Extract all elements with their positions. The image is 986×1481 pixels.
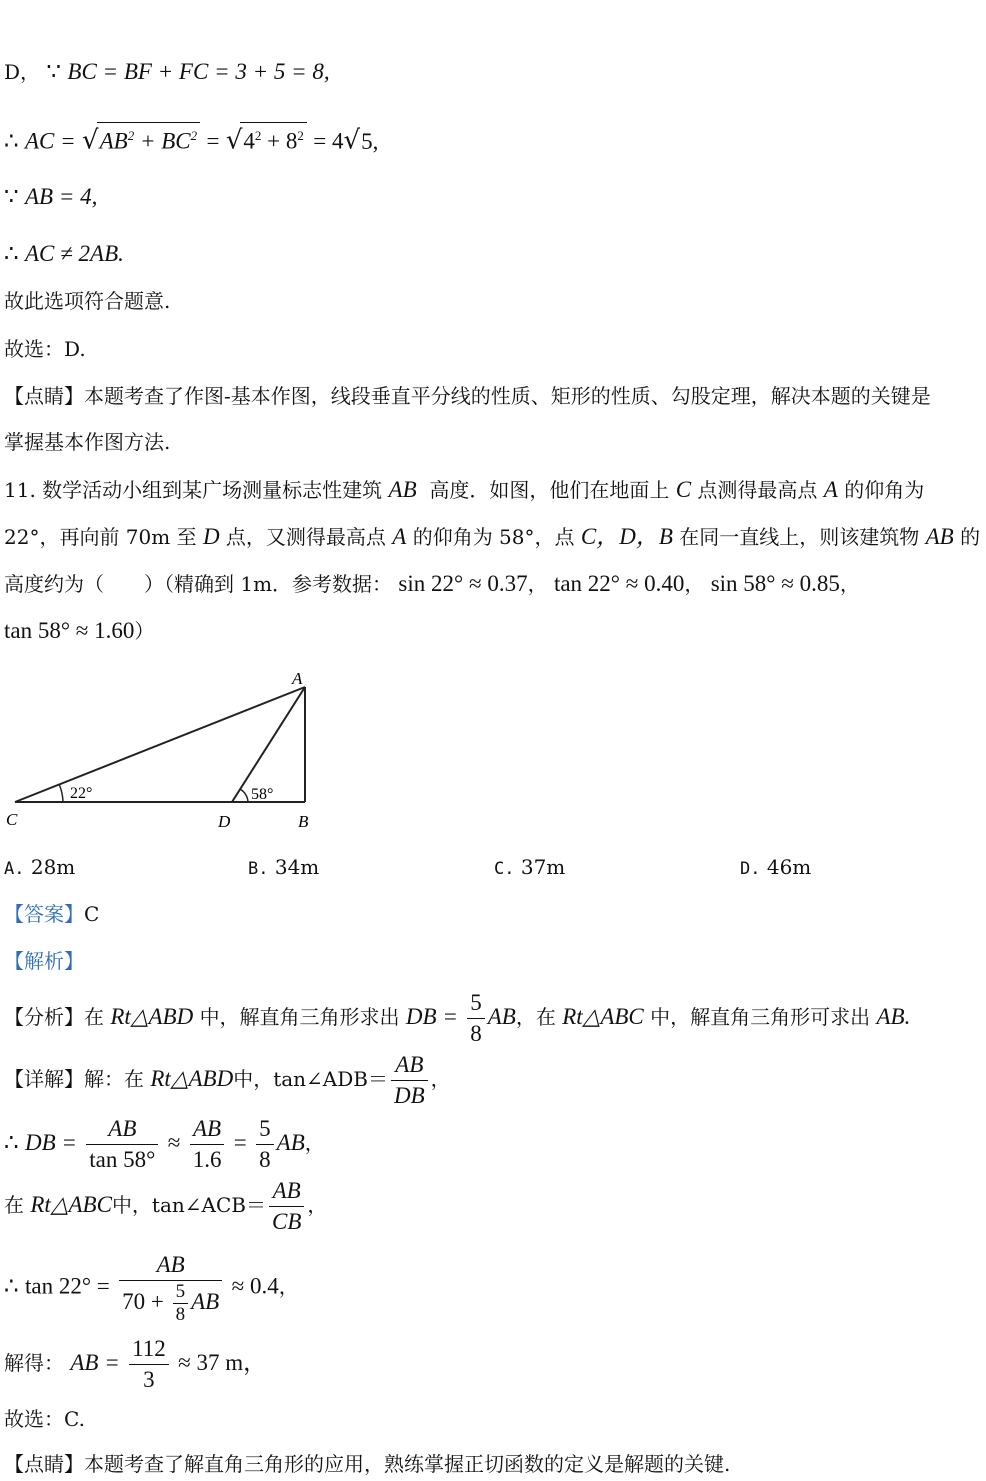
ref-sin58: sin 58° ≈ 0.85 xyxy=(710,571,840,596)
question-text: 高度．如图，他们在地面上 xyxy=(429,478,670,502)
detail-line-5 xyxy=(4,1334,266,1395)
square-sup: 2 xyxy=(190,128,198,143)
numerator: AB xyxy=(119,1250,222,1281)
prev-comment-2: 掌握基本作图方法. xyxy=(4,430,171,454)
db-equals: DB = xyxy=(405,1004,458,1029)
square-sup: 2 xyxy=(254,128,262,143)
approx-04: ≈ 0.4 xyxy=(231,1273,279,1299)
radicand-ab: AB xyxy=(99,128,128,154)
answer-value: C xyxy=(84,902,100,926)
ab-equals: AB = xyxy=(70,1350,120,1375)
denominator: CB xyxy=(271,1209,302,1234)
detail-line-3 xyxy=(4,1176,327,1237)
numerator: AB xyxy=(86,1114,158,1145)
equals-sign: = xyxy=(233,1130,247,1155)
numerator: 5 xyxy=(173,1281,189,1304)
detail-line-4 xyxy=(4,1250,299,1326)
question-line-1 xyxy=(4,476,924,504)
question-line-4 xyxy=(4,617,154,645)
separator: ， xyxy=(839,572,860,596)
fraction-5-8-small xyxy=(173,1281,189,1326)
answer-line xyxy=(4,900,99,928)
option-d[interactable] xyxy=(740,855,811,879)
analysis-text: 中，解直角三角形可求出 xyxy=(650,1005,871,1029)
numerator: AB xyxy=(190,1114,225,1145)
question-text: 的 xyxy=(960,525,981,549)
detail-text: 解得： xyxy=(4,1351,64,1375)
analysis-text: 在 xyxy=(84,1005,104,1029)
detail-line-2 xyxy=(4,1114,325,1175)
line-da xyxy=(232,687,305,802)
var-ab: AB. xyxy=(876,1004,911,1029)
var-cdb: C，D，B xyxy=(580,524,673,549)
equation-ac-lhs: AC = xyxy=(25,128,76,154)
question-text: 11. 数学活动小组到某广场测量标志性建筑 xyxy=(4,478,383,502)
close-paren: ） xyxy=(134,619,155,643)
ref-tan22: tan 22° ≈ 0.40 xyxy=(553,571,685,596)
denominator: DB xyxy=(393,1083,425,1108)
option-c[interactable] xyxy=(494,855,565,879)
denominator: 3 xyxy=(143,1367,155,1392)
denominator: 8 xyxy=(259,1147,271,1172)
prev-line-neq xyxy=(4,240,124,268)
option-label: A. xyxy=(4,859,25,879)
equation-bc: BC = BF + FC = 3 + 5 = 8, xyxy=(67,59,330,84)
therefore-symbol: ∴ xyxy=(4,1273,19,1299)
ref-sin22: sin 22° ≈ 0.37 xyxy=(398,571,528,596)
analysis-text: 中，解直角三角形求出 xyxy=(199,1005,400,1029)
comment-text: 本题考查了解直角三角形的应用，熟练掌握正切函数的定义是解题的关键. xyxy=(84,1452,731,1476)
separator: ， xyxy=(304,1131,325,1155)
separator: ， xyxy=(278,1274,299,1299)
var-ab: AB xyxy=(191,1288,220,1314)
detail-choose: 故选：C. xyxy=(4,1407,85,1431)
option-value: 34m xyxy=(274,855,320,879)
label-a: A xyxy=(292,669,303,688)
var-ab: AB xyxy=(925,524,954,549)
detail-text: 解：在 xyxy=(84,1067,144,1091)
db-equals: DB = xyxy=(25,1130,77,1155)
radicand-5: 5, xyxy=(361,128,379,154)
fraction-5-8 xyxy=(467,988,485,1049)
separator: ， xyxy=(527,572,548,596)
prev-line-ab xyxy=(4,183,97,211)
result-37m: ≈ 37 m， xyxy=(178,1350,267,1375)
sqrt-sign-icon: √ xyxy=(343,125,361,156)
radicand-bc: + BC xyxy=(139,128,191,154)
denominator-text: 70 + xyxy=(122,1288,164,1314)
ref-tan58: tan 58° ≈ 1.60 xyxy=(4,618,135,643)
sqrt-sign-icon: √ xyxy=(82,125,99,156)
prev-line-ac xyxy=(4,122,381,156)
triangle-abc: Rt△ABC xyxy=(30,1192,112,1217)
numerator: AB xyxy=(269,1176,304,1207)
since-symbol: ∵ xyxy=(4,184,19,209)
question-line-2 xyxy=(4,523,980,551)
answer-tag: 【答案】 xyxy=(4,902,84,926)
triangle-figure xyxy=(0,665,330,835)
option-b[interactable] xyxy=(248,855,319,879)
option-a[interactable] xyxy=(4,855,75,879)
question-text: 点，又测得最高点 xyxy=(225,525,386,549)
prev-conclusion: 故此选项符合题意. xyxy=(4,289,171,313)
equation-ac-result: = 4 xyxy=(313,128,344,154)
question-text: 的仰角为 xyxy=(844,478,925,502)
numerator: AB xyxy=(391,1050,428,1081)
therefore-symbol: ∴ xyxy=(4,241,19,266)
denominator-compound xyxy=(119,1281,222,1326)
angle-label-22: 22° xyxy=(70,785,93,802)
separator: ， xyxy=(684,572,705,596)
fraction-ab-db xyxy=(391,1050,428,1111)
var-ab: AB xyxy=(487,1004,516,1029)
radicand-numbers xyxy=(240,122,306,155)
denominator: 1.6 xyxy=(192,1147,222,1172)
square-sup: 2 xyxy=(127,128,135,143)
var-a: A xyxy=(823,477,838,502)
option-value: 46m xyxy=(766,855,812,879)
radicand-8: + 8 xyxy=(267,128,298,154)
option-d-label: D， xyxy=(4,60,41,84)
therefore-symbol: ∴ xyxy=(4,1130,19,1155)
triangle-abd: Rt△ABD xyxy=(150,1066,234,1091)
fraction-5-8 xyxy=(256,1114,274,1175)
fraction-112-3 xyxy=(129,1334,169,1395)
option-label: D. xyxy=(740,859,761,879)
option-value: 37m xyxy=(520,855,566,879)
var-a: A xyxy=(392,524,407,549)
equation-neq: AC ≠ 2AB. xyxy=(25,241,124,266)
label-d: D xyxy=(218,812,231,831)
analysis-text: ，在 xyxy=(515,1005,556,1029)
separator: ， xyxy=(430,1067,451,1091)
square-sup: 2 xyxy=(297,128,304,143)
therefore-symbol: ∴ xyxy=(4,128,19,154)
option-value: 28m xyxy=(30,855,76,879)
sqrt-sign-icon: √ xyxy=(225,125,243,156)
radicand-ab-bc xyxy=(97,122,201,155)
var-ab: AB xyxy=(276,1130,305,1155)
angle-arc-c xyxy=(59,784,63,802)
approx-sign: ≈ xyxy=(167,1130,181,1155)
denominator: 8 xyxy=(470,1021,482,1046)
numerator: 5 xyxy=(256,1114,274,1145)
question-text: 点测得最高点 xyxy=(697,478,818,502)
triangle-abc: Rt△ABC xyxy=(562,1004,644,1029)
comment-tag: 【点睛】 xyxy=(4,384,84,408)
denominator: tan 58° xyxy=(89,1147,156,1172)
angle-arc-d xyxy=(240,789,248,802)
var-d: D xyxy=(202,524,220,549)
label-c: C xyxy=(6,810,18,829)
question-text: 22°，再向前 70m 至 xyxy=(4,525,197,549)
prev-comment-1 xyxy=(4,382,931,410)
prev-line-bc xyxy=(4,58,330,86)
line-ca xyxy=(15,687,305,802)
prev-choose: 故选：D. xyxy=(4,337,86,361)
radicand-4: 4 xyxy=(243,128,255,154)
tan22-equals: tan 22° = xyxy=(25,1273,110,1299)
question-text: 的仰角为 58°，点 xyxy=(412,525,575,549)
triangle-abd: Rt△ABD xyxy=(110,1004,194,1029)
comment-tag: 【点睛】 xyxy=(4,1452,84,1476)
fraction-ab-tan58 xyxy=(86,1114,158,1175)
detail-comment xyxy=(4,1450,730,1478)
var-c: C xyxy=(675,477,692,502)
detail-text: 在 xyxy=(4,1193,24,1217)
option-label: B. xyxy=(248,859,269,879)
analysis-sub-tag: 【分析】 xyxy=(4,1005,84,1029)
numerator: 112 xyxy=(129,1334,169,1365)
equals-sign: = xyxy=(206,128,220,154)
label-b: B xyxy=(298,812,309,831)
denominator: 8 xyxy=(175,1304,186,1325)
analysis-line xyxy=(4,988,910,1049)
question-line-3 xyxy=(4,570,860,598)
detail-text: 中，tan∠ADB＝ xyxy=(233,1067,388,1091)
fraction-tan22 xyxy=(119,1250,222,1326)
detail-line-1 xyxy=(4,1050,451,1111)
var-ab: AB xyxy=(388,477,417,502)
question-text: 在同一直线上，则该建筑物 xyxy=(679,525,920,549)
separator: ， xyxy=(307,1193,328,1217)
equation-ab: AB = 4, xyxy=(25,184,98,209)
detail-text: 中，tan∠ACB＝ xyxy=(111,1193,266,1217)
option-label: C. xyxy=(494,859,515,879)
fraction-ab-1-6 xyxy=(190,1114,225,1175)
detail-tag: 【详解】 xyxy=(4,1067,84,1091)
fraction-ab-cb xyxy=(269,1176,304,1237)
analysis-tag: 【解析】 xyxy=(4,949,84,973)
numerator: 5 xyxy=(467,988,485,1019)
question-text: 高度约为（ ）（精确到 1m．参考数据： xyxy=(4,572,393,596)
comment-text: 本题考查了作图-基本作图，线段垂直平分线的性质、矩形的性质、勾股定理，解决本题的关键是 xyxy=(84,384,931,408)
angle-label-58: 58° xyxy=(251,786,274,803)
since-symbol: ∵ xyxy=(46,59,62,84)
